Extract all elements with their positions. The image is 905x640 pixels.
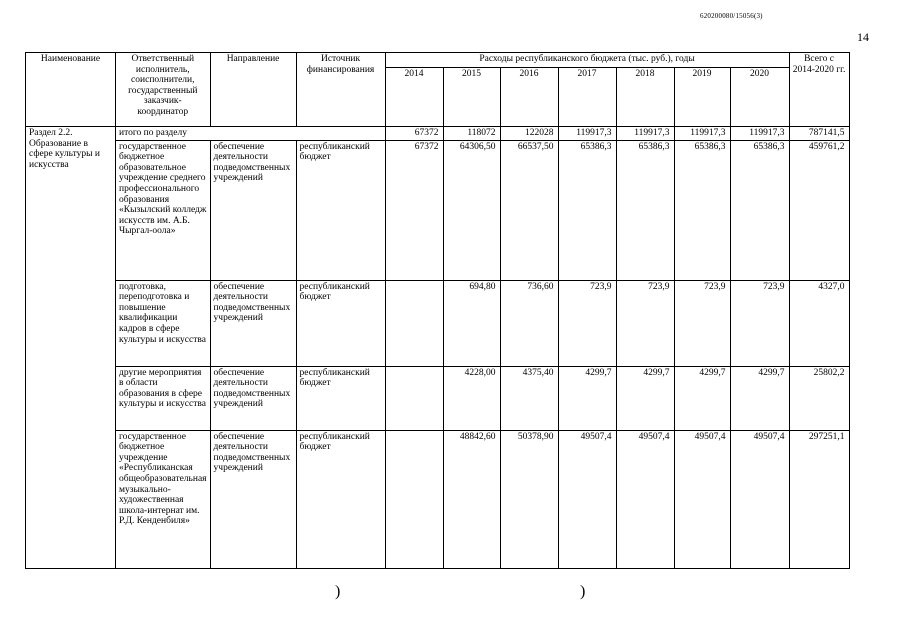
year-header: 2020 <box>730 68 789 127</box>
year-header: 2015 <box>443 68 500 127</box>
responsible-cell: государственное бюджетное учреждение «Республиканская общеобразовательная музыкально-художественная школа-интернат им. Р.Д. Кенденбиля» <box>116 430 211 568</box>
value-cell <box>385 430 443 568</box>
total-cell: 4327,0 <box>789 280 849 366</box>
value-cell: 4299,7 <box>558 366 616 430</box>
year-header: 2014 <box>385 68 443 127</box>
direction-cell: обеспечение деятельности подведомственных учреждений <box>210 140 296 280</box>
value-cell: 49507,4 <box>674 430 730 568</box>
table-row <box>26 366 850 430</box>
responsible-cell: подготовка, переподготовка и повышение квалификации кадров в сфере культуры и искусства <box>116 280 211 366</box>
direction-cell: обеспечение деятельности подведомственных учреждений <box>210 430 296 568</box>
value-cell: 723,9 <box>558 280 616 366</box>
section-name: Раздел 2.2. Образование в сфере культуры и искусства <box>26 127 116 569</box>
value-cell: 65386,3 <box>730 140 789 280</box>
source-cell: республиканский бюджет <box>296 366 385 430</box>
value-cell: 50378,90 <box>500 430 558 568</box>
value-cell: 65386,3 <box>616 140 674 280</box>
total-cell: 459761,2 <box>789 140 849 280</box>
subtotal-value: 119917,3 <box>730 127 789 141</box>
value-cell <box>385 366 443 430</box>
expenses-group-header: Расходы республиканского бюджета (тыс. руб.), годы <box>385 53 789 68</box>
value-cell: 66537,50 <box>500 140 558 280</box>
subtotal-value: 119917,3 <box>674 127 730 141</box>
col-name-header: Наименование <box>26 53 116 127</box>
table-row <box>26 140 850 280</box>
value-cell: 694,80 <box>443 280 500 366</box>
value-cell: 4375,40 <box>500 366 558 430</box>
value-cell: 723,9 <box>616 280 674 366</box>
source-cell: республиканский бюджет <box>296 140 385 280</box>
value-cell: 48842,60 <box>443 430 500 568</box>
direction-cell: обеспечение деятельности подведомственных учреждений <box>210 280 296 366</box>
subtotal-value: 119917,3 <box>558 127 616 141</box>
header-row <box>26 53 850 68</box>
col-total-header: Всего с 2014-2020 гг. <box>789 53 849 127</box>
value-cell: 49507,4 <box>730 430 789 568</box>
year-header: 2016 <box>500 68 558 127</box>
value-cell: 67372 <box>385 140 443 280</box>
source-cell: республиканский бюджет <box>296 430 385 568</box>
document-code: 620200080/15056(3) <box>700 12 763 20</box>
subtotal-label: итого по разделу <box>116 127 386 141</box>
value-cell: 49507,4 <box>616 430 674 568</box>
value-cell: 736,60 <box>500 280 558 366</box>
table-row <box>26 280 850 366</box>
value-cell: 49507,4 <box>558 430 616 568</box>
source-cell: республиканский бюджет <box>296 280 385 366</box>
subtotal-value: 119917,3 <box>616 127 674 141</box>
year-header: 2018 <box>616 68 674 127</box>
col-source-header: Источник финансирования <box>296 53 385 127</box>
value-cell: 4299,7 <box>616 366 674 430</box>
col-direction-header: Направление <box>210 53 296 127</box>
value-cell: 723,9 <box>730 280 789 366</box>
value-cell: 723,9 <box>674 280 730 366</box>
subtotal-row <box>26 127 850 141</box>
value-cell: 65386,3 <box>558 140 616 280</box>
subtotal-value: 122028 <box>500 127 558 141</box>
value-cell: 65386,3 <box>674 140 730 280</box>
direction-cell: обеспечение деятельности подведомственных учреждений <box>210 366 296 430</box>
value-cell <box>385 280 443 366</box>
footer-mark: ) <box>335 583 341 600</box>
subtotal-value: 67372 <box>385 127 443 141</box>
value-cell: 4228,00 <box>443 366 500 430</box>
year-header: 2019 <box>674 68 730 127</box>
subtotal-value: 118072 <box>443 127 500 141</box>
page-number: 14 <box>857 30 869 44</box>
budget-table <box>25 52 850 569</box>
total-cell: 297251,1 <box>789 430 849 568</box>
table-row <box>26 430 850 568</box>
value-cell: 4299,7 <box>674 366 730 430</box>
value-cell: 4299,7 <box>730 366 789 430</box>
year-header: 2017 <box>558 68 616 127</box>
subtotal-total: 787141,5 <box>789 127 849 141</box>
responsible-cell: другие мероприятия в области образования в сфере культуры и искусства <box>116 366 211 430</box>
responsible-cell: государственное бюджетное образовательное учреждение среднего профессионального образования «Кызылский колледж искусств им. А.Б. Чыргал-оола» <box>116 140 211 280</box>
total-cell: 25802,2 <box>789 366 849 430</box>
value-cell: 64306,50 <box>443 140 500 280</box>
footer-mark: ) <box>580 583 586 600</box>
col-responsible-header: Ответственный исполнитель, соисполнители, государственный заказчик-координатор <box>116 53 211 127</box>
